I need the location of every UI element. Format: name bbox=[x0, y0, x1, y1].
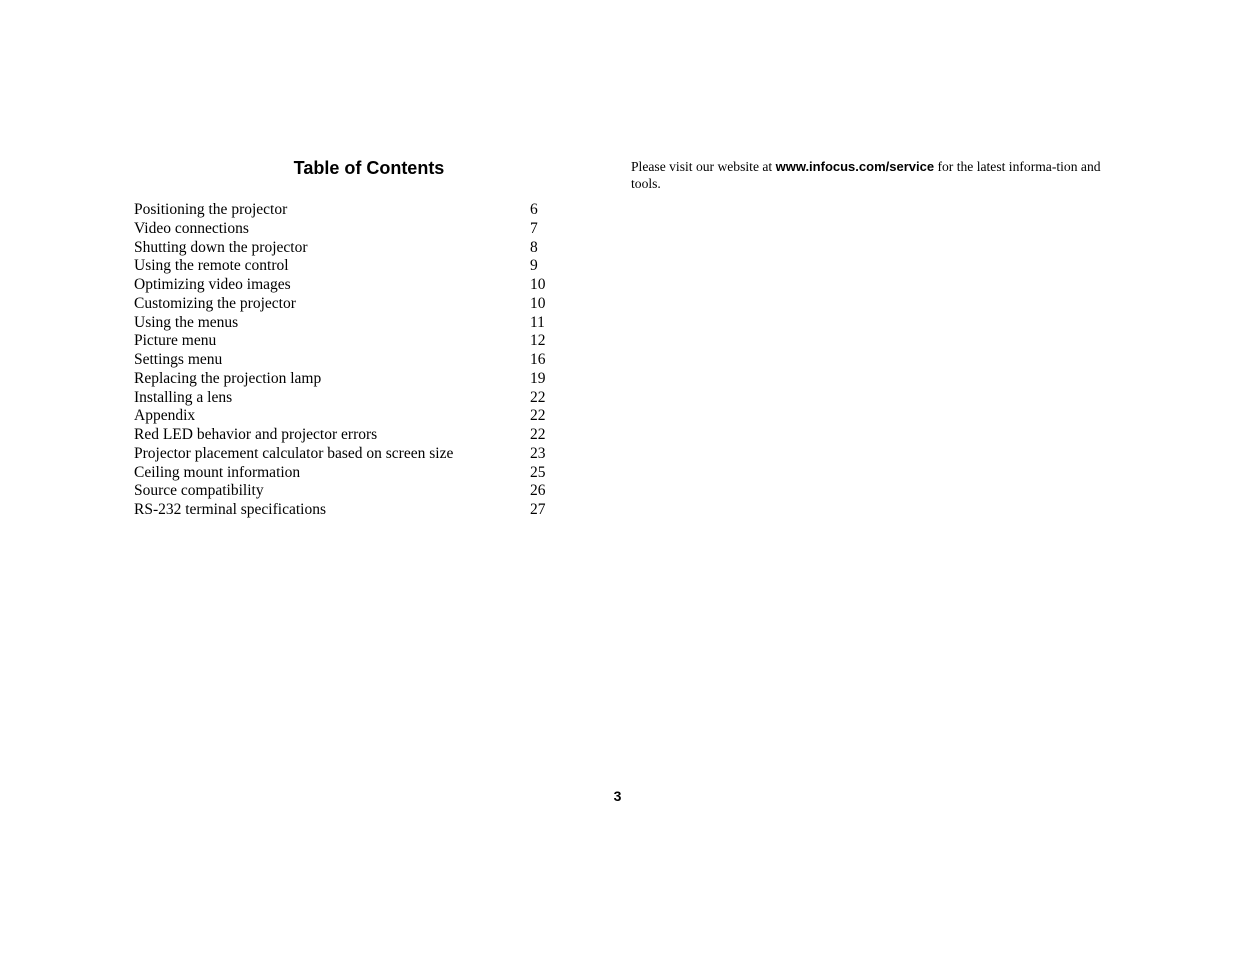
toc-entry-page: 7 bbox=[530, 219, 538, 237]
toc-entry-label: RS-232 terminal specifications bbox=[134, 501, 326, 518]
toc-entry[interactable] bbox=[134, 295, 564, 314]
toc-entry-label: Using the menus bbox=[134, 313, 239, 331]
toc-entry-page: 27 bbox=[530, 501, 546, 518]
toc-entry-page: 9 bbox=[530, 257, 538, 275]
toc-entry-page: 6 bbox=[530, 201, 538, 218]
toc-entry-page: 10 bbox=[530, 276, 546, 293]
toc-entry[interactable] bbox=[134, 501, 564, 520]
toc-entry-page: 8 bbox=[530, 238, 538, 256]
toc-entry[interactable] bbox=[134, 482, 564, 501]
website-note bbox=[631, 158, 1101, 192]
toc-entry-label: Customizing the projector bbox=[134, 294, 296, 312]
toc-entry[interactable] bbox=[134, 314, 564, 333]
toc-entry-page: 25 bbox=[530, 463, 546, 481]
toc-entry[interactable] bbox=[134, 257, 564, 276]
page-number: 3 bbox=[613, 788, 622, 804]
toc-entry-page: 26 bbox=[530, 482, 546, 500]
toc-entry-label: Settings menu bbox=[134, 351, 223, 368]
toc-entry-label: Picture menu bbox=[134, 332, 217, 350]
toc-entry-page: 23 bbox=[530, 444, 546, 462]
website-note-intro: Please visit our website at bbox=[631, 159, 776, 174]
toc-entry-label: Installing a lens bbox=[134, 388, 233, 406]
toc-list bbox=[134, 201, 564, 520]
toc-entry-label: Red LED behavior and projector errors bbox=[134, 426, 378, 443]
toc-entry[interactable] bbox=[134, 389, 564, 408]
toc-entry-page: 22 bbox=[530, 388, 546, 406]
toc-entry[interactable] bbox=[134, 407, 564, 426]
toc-entry[interactable] bbox=[134, 351, 564, 370]
toc-entry-page: 11 bbox=[530, 313, 545, 331]
toc-entry-label: Source compatibility bbox=[134, 482, 264, 500]
toc-entry-label: Positioning the projector bbox=[134, 201, 288, 218]
toc-entry-label: Optimizing video images bbox=[134, 276, 291, 293]
toc-entry-page: 16 bbox=[530, 351, 546, 368]
toc-entry-label: Using the remote control bbox=[134, 257, 289, 275]
toc-entry-label: Replacing the projection lamp bbox=[134, 369, 322, 387]
toc-entry[interactable] bbox=[134, 332, 564, 351]
toc-entry-label: Projector placement calculator based on screen size bbox=[134, 444, 454, 462]
toc-entry[interactable] bbox=[134, 464, 564, 483]
toc-entry-label: Video connections bbox=[134, 219, 249, 237]
toc-entry[interactable] bbox=[134, 276, 564, 295]
toc-entry-page: 19 bbox=[530, 369, 546, 387]
toc-entry-page: 10 bbox=[530, 294, 546, 312]
toc-entry-label: Ceiling mount information bbox=[134, 463, 301, 481]
toc-entry[interactable] bbox=[134, 201, 564, 220]
toc-entry[interactable] bbox=[134, 220, 564, 239]
toc-entry-label: Appendix bbox=[134, 407, 196, 425]
toc-entry[interactable] bbox=[134, 239, 564, 258]
toc-title: Table of Contents bbox=[293, 158, 445, 178]
toc-entry-page: 22 bbox=[530, 426, 546, 443]
toc-entry[interactable] bbox=[134, 426, 564, 445]
toc-entry[interactable] bbox=[134, 370, 564, 389]
toc-entry-label: Shutting down the projector bbox=[134, 238, 308, 256]
toc-entry-page: 12 bbox=[530, 332, 546, 350]
website-note-outro: for the latest informa-tion and tools. bbox=[631, 159, 1101, 191]
toc-entry[interactable] bbox=[134, 445, 564, 464]
website-link[interactable]: www.infocus.com/service bbox=[775, 159, 935, 174]
toc-entry-page: 22 bbox=[530, 407, 546, 425]
